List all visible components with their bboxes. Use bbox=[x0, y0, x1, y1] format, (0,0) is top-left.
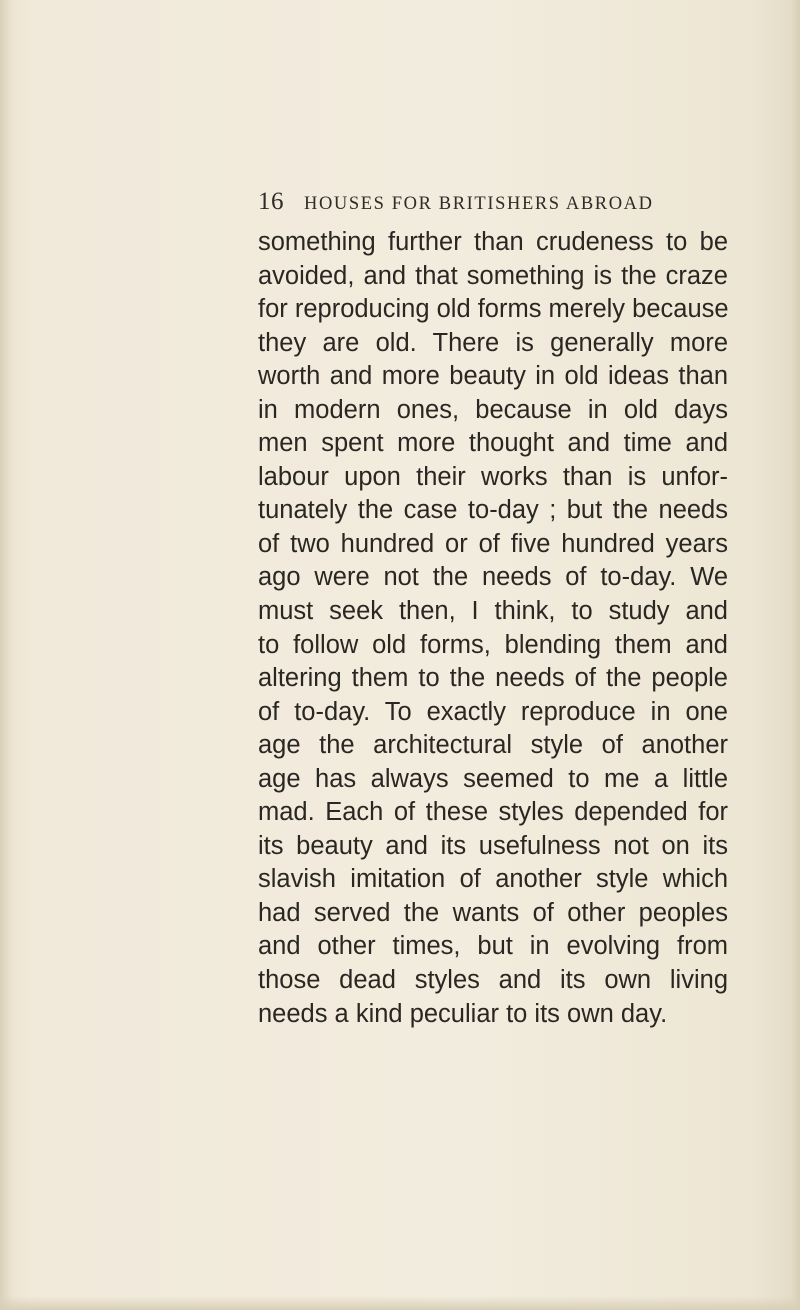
text-line: they are old. There is generally more bbox=[258, 328, 728, 357]
running-title: HOUSES FOR BRITISHERS ABROAD bbox=[304, 194, 654, 214]
page-number: 16 bbox=[258, 188, 284, 215]
text-line: avoided, and that something is the craze bbox=[258, 261, 728, 290]
text-line: something further than crudeness to be bbox=[258, 228, 728, 256]
text-line: mad. Each of these styles depended for bbox=[258, 798, 728, 827]
text-line: worth and more beauty in old ideas than bbox=[258, 362, 728, 391]
text-line: age has always seemed to me a little bbox=[258, 764, 728, 793]
text-line: men spent more thought and time and bbox=[258, 429, 728, 458]
text-line: must seek then, I think, to study and bbox=[258, 597, 728, 626]
text-line: of to-day. To exactly reproduce in one bbox=[258, 697, 728, 726]
text-line: for reproducing old forms merely because bbox=[258, 295, 729, 324]
text-line: tunately the case to-day ; but the needs bbox=[258, 496, 728, 525]
text-line: its beauty and its usefulness not on its bbox=[258, 831, 728, 860]
text-line: age the architectural style of another bbox=[258, 731, 728, 760]
text-line: ago were not the needs of to-day. We bbox=[258, 563, 728, 592]
text-line: slavish imitation of another style which bbox=[258, 865, 728, 894]
body-paragraph bbox=[258, 226, 728, 1031]
text-line: had served the wants of other peoples bbox=[258, 898, 728, 927]
text-line: in modern ones, because in old days bbox=[258, 395, 728, 424]
text-line: altering them to the needs of the people bbox=[258, 664, 728, 693]
text-line: those dead styles and its own living bbox=[258, 966, 728, 995]
text-line: to follow old forms, blending them and bbox=[258, 630, 728, 659]
text-line: needs a kind peculiar to its own day. bbox=[258, 999, 668, 1028]
text-line: and other times, but in evolving from bbox=[258, 932, 728, 961]
page-edge-shadow-right bbox=[784, 0, 800, 1310]
text-line: labour upon their works than is unfor- bbox=[258, 462, 728, 491]
page-header bbox=[258, 188, 654, 216]
text-line: of two hundred or of five hundred years bbox=[258, 529, 728, 558]
page-edge-shadow-bottom bbox=[0, 1296, 800, 1310]
page-edge-shadow-left bbox=[0, 0, 14, 1310]
